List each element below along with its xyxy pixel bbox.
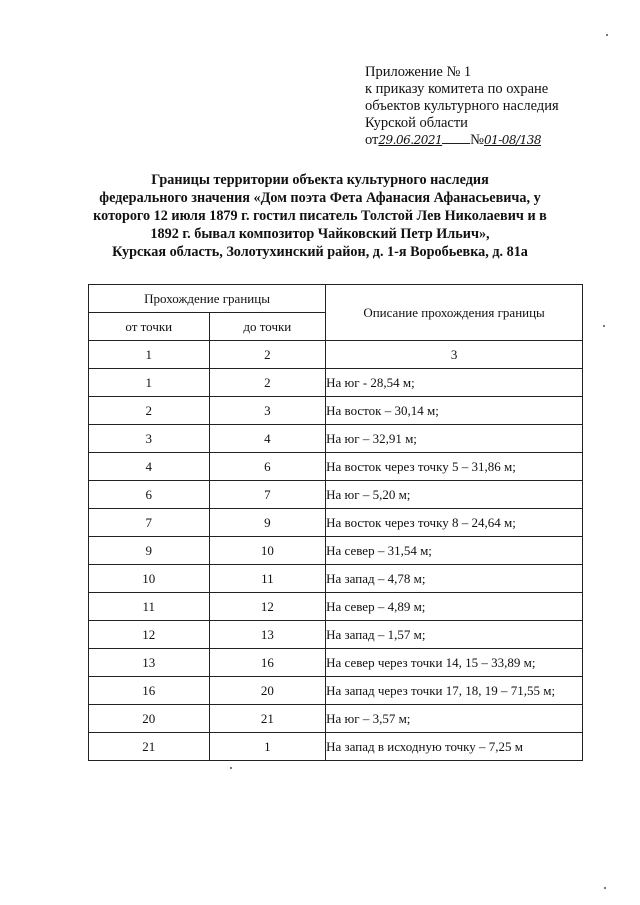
from-point-cell: 16	[89, 677, 210, 705]
table-row	[89, 621, 583, 649]
from-point-cell: 20	[89, 705, 210, 733]
scan-speck	[230, 767, 232, 769]
description-cell: На север – 31,54 м;	[326, 537, 583, 565]
table-row	[89, 649, 583, 677]
to-point-cell: 1	[209, 733, 326, 761]
table-row	[89, 397, 583, 425]
header-from-point: от точки	[89, 313, 210, 341]
title-line-5: Курская область, Золотухинский район, д. 1-я Воробьевка, д. 81а	[112, 244, 528, 260]
table-row	[89, 677, 583, 705]
to-point-cell: 13	[209, 621, 326, 649]
order-number: 01-08/138	[483, 133, 542, 147]
title-line-2: федерального значения «Дом поэта Фета Афанасия Афанасьевича, у	[99, 190, 541, 206]
appendix-order-line: к приказу комитета по охране	[365, 81, 549, 97]
from-point-cell: 12	[89, 621, 210, 649]
from-point-cell: 10	[89, 565, 210, 593]
from-point-cell: 2	[89, 397, 210, 425]
description-cell: На юг – 32,91 м;	[326, 425, 583, 453]
index-cell: 2	[209, 341, 326, 369]
to-point-cell: 4	[209, 425, 326, 453]
from-prefix: от	[365, 132, 379, 148]
header-to-point: до точки	[209, 313, 326, 341]
document-title	[70, 171, 570, 261]
description-cell: На юг - 28,54 м;	[326, 369, 583, 397]
appendix-header	[365, 64, 559, 149]
to-point-cell: 11	[209, 565, 326, 593]
table-header-row	[89, 285, 583, 313]
description-cell: На юг – 5,20 м;	[326, 481, 583, 509]
to-point-cell: 21	[209, 705, 326, 733]
order-date: 29.06.2021	[378, 133, 443, 147]
title-line-3: которого 12 июля 1879 г. гостил писатель Толстой Лев Николаевич и в	[93, 208, 547, 224]
from-point-cell: 21	[89, 733, 210, 761]
table-row	[89, 453, 583, 481]
description-cell: На восток через точку 8 – 24,64 м;	[326, 509, 583, 537]
to-point-cell: 6	[209, 453, 326, 481]
to-point-cell: 10	[209, 537, 326, 565]
to-point-cell: 7	[209, 481, 326, 509]
description-cell: На запад в исходную точку – 7,25 м	[326, 733, 583, 761]
to-point-cell: 2	[209, 369, 326, 397]
from-point-cell: 11	[89, 593, 210, 621]
scan-speck	[603, 325, 605, 327]
index-cell: 1	[89, 341, 210, 369]
from-point-cell: 3	[89, 425, 210, 453]
appendix-date-number-line	[365, 132, 559, 149]
from-point-cell: 4	[89, 453, 210, 481]
description-cell: На восток через точку 5 – 31,86 м;	[326, 453, 583, 481]
table-row	[89, 593, 583, 621]
description-cell: На запад через точки 17, 18, 19 – 71,55 м;	[326, 677, 583, 705]
description-cell: На запад – 4,78 м;	[326, 565, 583, 593]
description-cell: На север через точки 14, 15 – 33,89 м;	[326, 649, 583, 677]
appendix-title: Приложение № 1	[365, 64, 472, 80]
boundary-table	[88, 284, 583, 761]
from-point-cell: 9	[89, 537, 210, 565]
index-cell: 3	[326, 341, 583, 369]
appendix-region-line: Курской области	[365, 115, 468, 131]
description-cell: На юг – 3,57 м;	[326, 705, 583, 733]
description-cell: На север – 4,89 м;	[326, 593, 583, 621]
description-cell: На запад – 1,57 м;	[326, 621, 583, 649]
title-line-4: 1892 г. бывал композитор Чайковский Петр Ильич»,	[150, 226, 490, 242]
table-row	[89, 565, 583, 593]
description-cell: На восток – 30,14 м;	[326, 397, 583, 425]
number-prefix: №	[470, 132, 484, 148]
to-point-cell: 20	[209, 677, 326, 705]
table-row	[89, 509, 583, 537]
from-point-cell: 13	[89, 649, 210, 677]
table-row	[89, 369, 583, 397]
header-boundary-passage: Прохождение границы	[89, 285, 326, 313]
from-point-cell: 1	[89, 369, 210, 397]
scan-speck	[606, 34, 608, 36]
table-row	[89, 733, 583, 761]
appendix-committee-line: объектов культурного наследия	[365, 98, 559, 114]
title-line-1: Границы территории объекта культурного наследия	[151, 172, 489, 188]
from-point-cell: 6	[89, 481, 210, 509]
scan-speck	[604, 887, 606, 889]
to-point-cell: 9	[209, 509, 326, 537]
from-point-cell: 7	[89, 509, 210, 537]
header-description: Описание прохождения границы	[326, 285, 583, 341]
table-index-row	[89, 341, 583, 369]
table-row	[89, 425, 583, 453]
to-point-cell: 12	[209, 593, 326, 621]
to-point-cell: 3	[209, 397, 326, 425]
table-row	[89, 481, 583, 509]
table-row	[89, 705, 583, 733]
table-row	[89, 537, 583, 565]
to-point-cell: 16	[209, 649, 326, 677]
